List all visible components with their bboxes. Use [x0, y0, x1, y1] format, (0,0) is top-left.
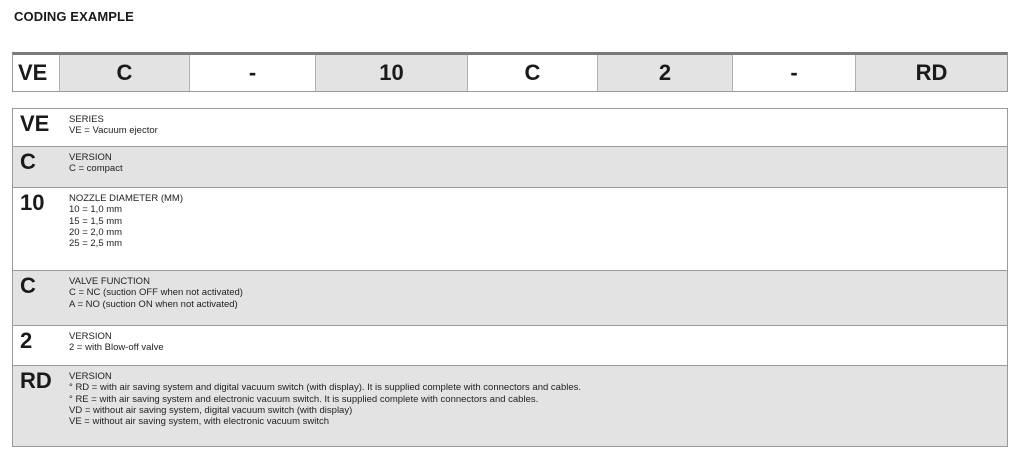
detail-row-series	[13, 109, 1007, 147]
row-heading: SERIES	[69, 114, 104, 125]
row-heading: VERSION	[69, 152, 112, 163]
row-line: 2 = with Blow-off valve	[69, 342, 164, 354]
row-description	[69, 366, 581, 446]
row-code: VE	[20, 111, 50, 136]
row-heading: VERSION	[69, 331, 112, 342]
code-cell-series: VE	[13, 55, 60, 91]
row-line: VD = without air saving system, digital vacuum switch (with display)	[69, 404, 353, 416]
row-heading: VALVE FUNCTION	[69, 276, 150, 287]
row-description	[69, 109, 158, 146]
row-line: 20 = 2,0 mm	[69, 226, 123, 238]
row-line: 15 = 1,5 mm	[69, 215, 123, 227]
row-line: VE = without air saving system, with electronic vacuum switch	[69, 416, 330, 428]
row-line: ° RE = with air saving system and electronic vacuum switch. It is supplied complete with connectors and cables.	[69, 393, 539, 405]
detail-row-blowoff-version	[13, 326, 1007, 366]
row-code: C	[20, 273, 36, 298]
coding-bar	[12, 52, 1008, 92]
code-cell-blowoff-version: 2	[598, 55, 733, 91]
row-heading: VERSION	[69, 371, 112, 382]
row-description	[69, 147, 123, 187]
row-code: RD	[20, 368, 52, 393]
row-description	[69, 188, 183, 270]
row-line: ° RD = with air saving system and digital vacuum switch (with display). It is supplied complete with connectors and cables.	[69, 382, 582, 394]
code-cell-version: C	[60, 55, 190, 91]
row-code: 2	[20, 328, 33, 353]
page-title: CODING EXAMPLE	[14, 9, 134, 24]
detail-row-switch-version	[13, 366, 1007, 446]
row-line: C = NC (suction OFF when not activated)	[69, 287, 243, 299]
code-cell-separator: -	[190, 55, 316, 91]
row-line: 25 = 2,5 mm	[69, 238, 123, 250]
row-description	[69, 326, 164, 365]
row-line: 10 = 1,0 mm	[69, 204, 123, 216]
row-line: VE = Vacuum ejector	[69, 125, 158, 137]
detail-row-version	[13, 147, 1007, 188]
row-heading: NOZZLE DIAMETER (MM)	[69, 193, 183, 204]
row-code: 10	[20, 190, 45, 215]
code-cell-nozzle-diameter: 10	[316, 55, 468, 91]
detail-row-nozzle-diameter	[13, 188, 1007, 271]
code-cell-switch-version: RD	[856, 55, 1007, 91]
code-cell-separator: -	[733, 55, 856, 91]
detail-row-valve-function	[13, 271, 1007, 326]
coding-details-table	[12, 108, 1008, 447]
row-description	[69, 271, 243, 325]
row-line: C = compact	[69, 163, 123, 175]
row-code: C	[20, 149, 36, 174]
row-line: A = NO (suction ON when not activated)	[69, 298, 238, 310]
code-cell-valve-function: C	[468, 55, 598, 91]
